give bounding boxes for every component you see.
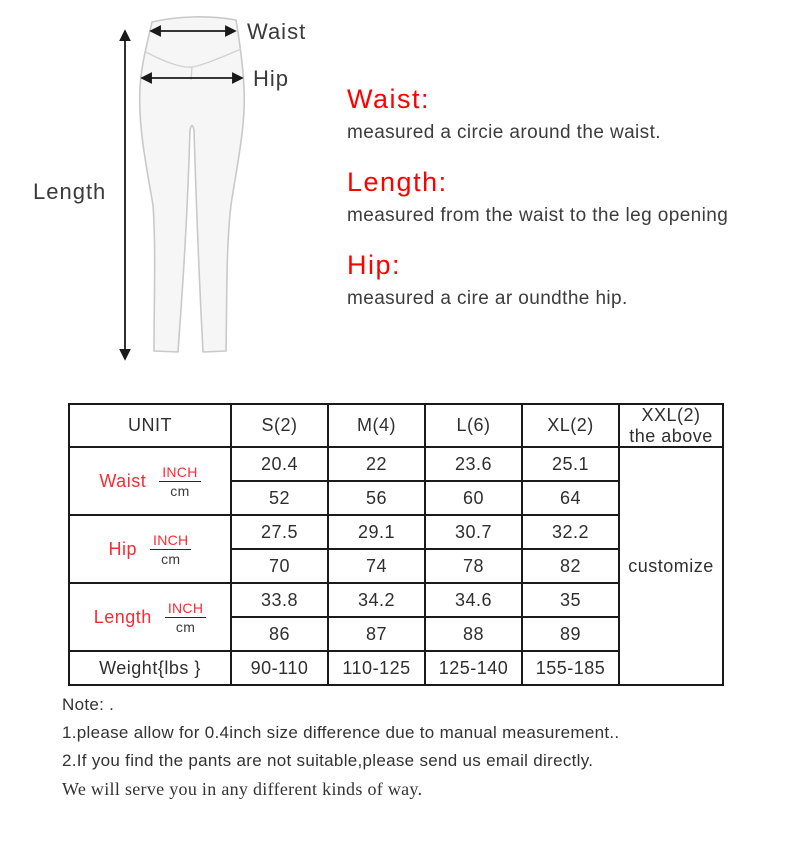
length-cm-m: 87 <box>328 617 425 651</box>
note-line-3: We will serve you in any different kinds of way. <box>62 779 423 799</box>
weight-l: 125-140 <box>425 651 522 685</box>
length-row-label: Length <box>93 606 152 627</box>
diagram-length-label: Length <box>33 179 107 204</box>
length-inch-m: 34.2 <box>328 583 425 617</box>
waist-unit-cm: cm <box>159 481 200 499</box>
length-inch-l: 34.6 <box>425 583 522 617</box>
definition-length <box>347 169 777 225</box>
waist-inch-m: 22 <box>328 447 425 481</box>
xxl-header-line2: the above <box>629 425 713 446</box>
customize-cell: customize <box>619 447 723 685</box>
hip-unit-inch: INCH <box>153 531 189 548</box>
length-unit-inch: INCH <box>167 599 204 616</box>
waist-inch-row <box>69 447 723 481</box>
weight-s: 90-110 <box>231 651 328 685</box>
definition-hip <box>347 252 777 308</box>
notes-title: Note: . <box>62 695 115 714</box>
definition-hip-term: Hip: <box>347 250 402 280</box>
length-inch-xl: 35 <box>522 583 619 617</box>
diagram-waist-label: Waist <box>247 19 307 44</box>
weight-m: 110-125 <box>328 651 425 685</box>
size-header-xxl <box>619 404 723 447</box>
waist-inch-s: 20.4 <box>231 447 328 481</box>
definition-waist-term: Waist: <box>347 84 430 114</box>
hip-unit-cm: cm <box>150 549 191 567</box>
size-table-header-row <box>69 404 723 447</box>
definition-length-term: Length: <box>347 167 448 197</box>
hip-label-cell <box>69 515 231 583</box>
waist-cm-m: 56 <box>328 481 425 515</box>
hip-unit-fraction <box>150 532 191 567</box>
hip-cm-m: 74 <box>328 549 425 583</box>
note-line-1: 1.please allow for 0.4inch size difference due to manual measurement.. <box>62 723 620 742</box>
hip-cm-s: 70 <box>231 549 328 583</box>
waist-cm-l: 60 <box>425 481 522 515</box>
hip-inch-l: 30.7 <box>425 515 522 549</box>
hip-cm-l: 78 <box>425 549 522 583</box>
length-cm-xl: 89 <box>522 617 619 651</box>
definition-waist <box>347 86 777 142</box>
length-unit-fraction <box>165 600 206 635</box>
length-unit-cm: cm <box>165 617 206 635</box>
note-line-2: 2.If you find the pants are not suitable,please send us email directly. <box>62 751 594 770</box>
hip-inch-s: 27.5 <box>231 515 328 549</box>
waist-inch-l: 23.6 <box>425 447 522 481</box>
size-header-m: M(4) <box>328 404 425 447</box>
measurement-definitions <box>347 86 777 335</box>
waist-cm-s: 52 <box>231 481 328 515</box>
size-table <box>68 403 724 686</box>
unit-header-cell: UNIT <box>69 404 231 447</box>
size-header-xl: XL(2) <box>522 404 619 447</box>
size-header-l: L(6) <box>425 404 522 447</box>
definition-hip-description: measured a cire ar oundthe hip. <box>347 288 628 309</box>
waist-label-cell <box>69 447 231 515</box>
diagram-hip-label: Hip <box>253 66 290 91</box>
waist-unit-inch: INCH <box>162 463 198 480</box>
waist-unit-fraction <box>159 464 200 499</box>
length-cm-l: 88 <box>425 617 522 651</box>
hip-cm-xl: 82 <box>522 549 619 583</box>
definition-length-description: measured from the waist to the leg opening <box>347 205 729 226</box>
length-label-cell <box>69 583 231 651</box>
leggings-diagram <box>0 0 345 400</box>
waist-cm-xl: 64 <box>522 481 619 515</box>
waist-row-label: Waist <box>99 470 147 491</box>
xxl-header-line1: XXL(2) <box>641 405 701 425</box>
hip-inch-xl: 32.2 <box>522 515 619 549</box>
weight-label-cell: Weight{lbs } <box>69 651 231 685</box>
weight-xl: 155-185 <box>522 651 619 685</box>
hip-row-label: Hip <box>108 538 138 559</box>
size-header-s: S(2) <box>231 404 328 447</box>
notes-section <box>62 691 742 803</box>
length-inch-s: 33.8 <box>231 583 328 617</box>
hip-inch-m: 29.1 <box>328 515 425 549</box>
length-cm-s: 86 <box>231 617 328 651</box>
waist-inch-xl: 25.1 <box>522 447 619 481</box>
definition-waist-description: measured a circie around the waist. <box>347 122 661 143</box>
